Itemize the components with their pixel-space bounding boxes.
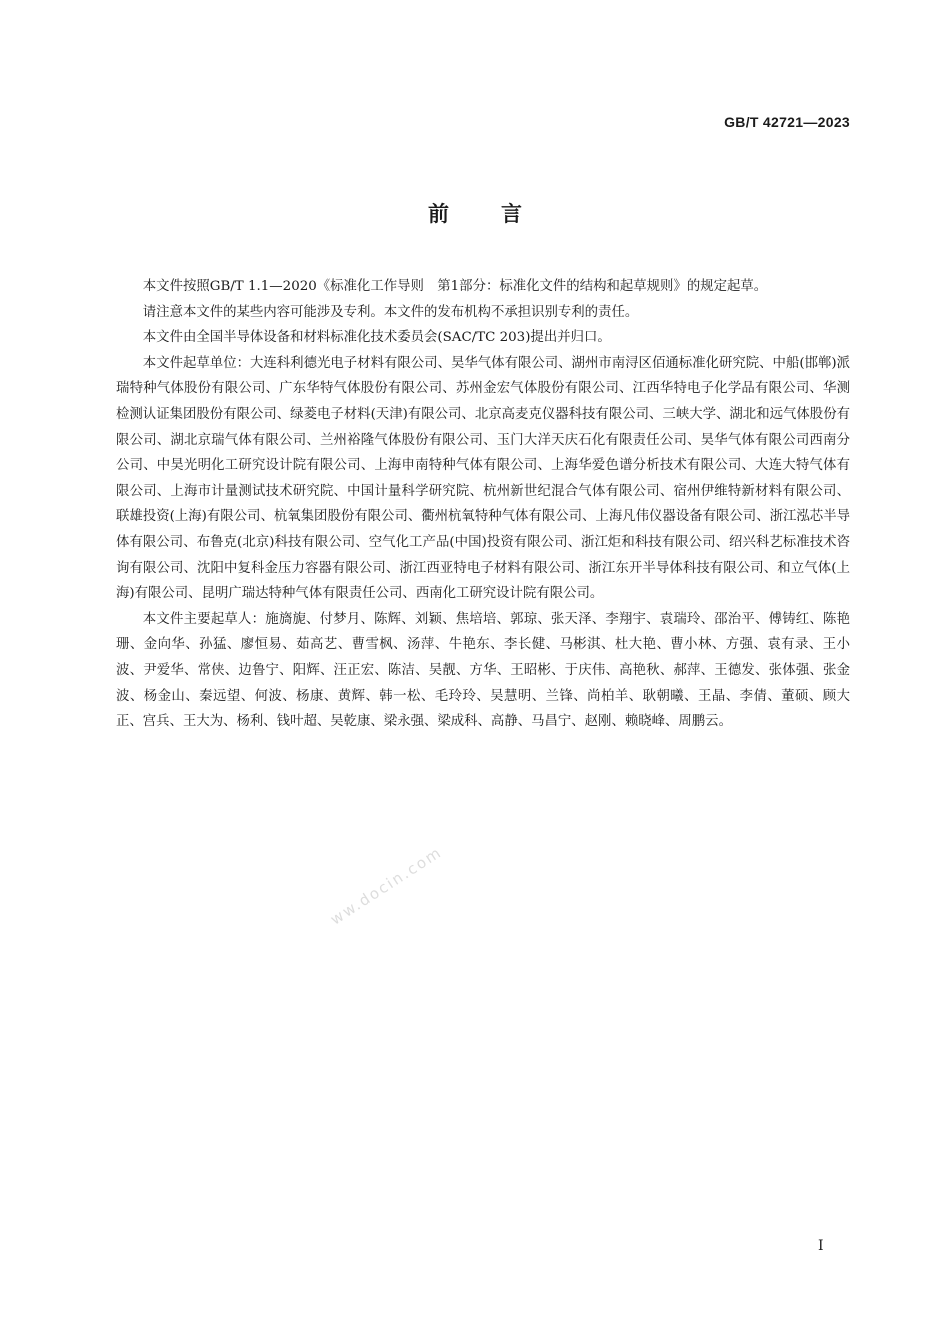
watermark: ww.docin.com [327, 842, 446, 929]
paragraph-drafting-rules: 本文件按照GB/T 1.1—2020《标准化工作导则 第1部分：标准化文件的结构和起草规则》的规定起草。 [142, 279, 768, 294]
standard-number-text: GB/T 42721—2023 [724, 114, 850, 130]
paragraph-drafting-units: 本文件起草单位：大连科利德光电子材料有限公司、昊华气体有限公司、湖州市南浔区佰通标准化研究院、中船(邯郸)派瑞特种气体股份有限公司、广东华特气体股份有限公司、苏州金宏气体股份有限公司、江西华特电子化学品有限公司、华测检测认证集团股份有限公司、绿菱电子材料(天津)有限公司、北京高麦克仪器科技有限公司、三峡大学、湖北和远气体股份有限公司、湖北京瑞气体有限公司、兰州裕隆气体股份有限公司、玉门大洋天庆石化有限责任公司、昊华气体有限公司西南分公司、中昊光明化工研究设计院有限公司、上海申南特种气体有限公司、上海华爱色谱分析技术有限公司、大连大特气体有限公司、上海市计量测试技术研究院、中国计量科学研究院、杭州新世纪混合气体有限公司、宿州伊维特新材料有限公司、联雄投资(上海)有限公司、杭氧集团股份有限公司、衢州杭氧特种气体有限公司、上海凡伟仪器设备有限公司、浙江泓芯半导体有限公司、布鲁克(北京)科技有限公司、空气化工产品(中国)投资有限公司、浙江炬和科技有限公司、绍兴科艺标准技术咨询有限公司、沈阳中复科金压力容器有限公司、浙江西亚特电子材料有限公司、浙江东开半导体科技有限公司、和立气体(上海)有限公司、昆明广瑞达特种气体有限责任公司、西南化工研究设计院有限公司。 [116, 355, 850, 602]
paragraph-committee: 本文件由全国半导体设备和材料标准化技术委员会(SAC/TC 203)提出并归口。 [142, 330, 611, 346]
paragraph-patent-notice: 请注意本文件的某些内容可能涉及专利。本文件的发布机构不承担识别专利的责任。 [142, 304, 639, 320]
page-title: 前言 [428, 202, 574, 226]
foreword-body [116, 274, 850, 735]
paragraph-drafters: 本文件主要起草人：施旖旎、付梦月、陈辉、刘颖、焦培培、郭琼、张天泽、李翔宇、袁瑞玲、邵治平、傅铸红、陈艳珊、金向华、孙猛、廖恒易、茹高艺、曹雪枫、汤萍、牛艳东、李长健、马彬淇、杜大艳、曹小林、方强、袁有录、王小波、尹爱华、常侠、边鲁宁、阳辉、汪正宏、陈洁、吴靓、方华、王昭彬、于庆伟、高艳秋、郝萍、王德发、张体强、张金波、杨金山、秦远望、何波、杨康、黄辉、韩一松、毛玲玲、吴慧明、兰锋、尚柏羊、耿朝曦、王晶、李倩、董硕、顾大正、宫兵、王大为、杨利、钱叶超、吴乾康、梁永强、梁成科、高静、马昌宁、赵刚、赖晓峰、周鹏云。 [116, 611, 850, 730]
page-number: I [818, 1238, 824, 1254]
